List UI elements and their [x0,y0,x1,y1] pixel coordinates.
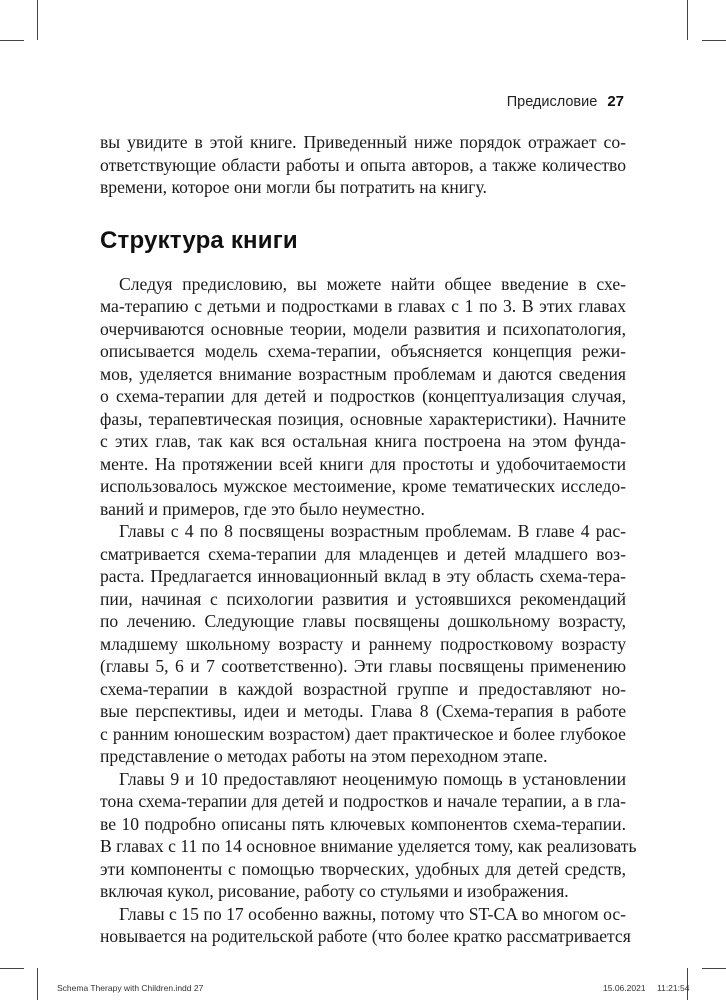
text-line: представление о методах работы на этом переходном этапе. [100,746,548,766]
text-line: тона схема-терапии для детей и подростков и начале терапии, а в гла- [100,791,626,811]
text-line: менте. На протяжении всей книги для простоты и удобочитаемости [100,453,626,474]
section-title: Предисловие [506,94,598,110]
text-line: эти компоненты с помощью творческих, удобных для детей средств, [100,858,626,879]
paragraph [100,768,637,903]
text-line: мов, уделяется внимание возрастным проблемам и даются сведения [100,363,626,384]
text-line: Главы с 4 по 8 посвящены возрастным проблемам. В главе 4 рас- [119,521,626,541]
text-line: времени, которое они могли бы потратить на книгу. [100,177,487,197]
crop-mark [702,40,726,41]
text-line: использовалось мужское местоимение, кроме тематических исследо- [100,476,626,496]
text-line: о схема-терапии для детей и подростков (концептуализация случая, [100,386,626,406]
text-line: ответствующие области работы и опыта авторов, а также количество [100,154,626,175]
text-line: вые перспективы, идеи и методы. Глава 8 (Схема-терапия в работе [100,701,626,721]
crop-mark [687,0,688,40]
text-line: по лечению. Следующие главы посвящены дошкольному возрасту, [100,611,626,631]
slug-time: 11:21:54 [657,983,690,993]
paragraph [100,903,631,948]
text-line: ве 10 подробно описаны пять ключевых компонентов схема-терапии. [100,813,626,834]
text-line: (главы 5, 6 и 7 соответственно). Эти главы посвящены применению [100,656,626,676]
section-heading: Структура книги [100,226,298,254]
text-line: включая кукол, рисование, работу со стульями и изображения. [100,881,569,901]
crop-mark [37,0,38,40]
running-header [507,93,624,110]
text-line: сматривается схема-терапии для младенцев и детей младшего воз- [100,543,626,564]
text-line: очерчиваются основные теории, модели развития и психопатология, [100,318,626,339]
paragraph [100,520,626,768]
paragraph [100,273,626,521]
text-line: с этих глав, так как вся остальная книга построена на этом фунда- [100,431,626,451]
crop-mark [0,40,24,41]
page-body [100,131,637,948]
text-line: фазы, терапевтическая позиция, основные характеристики). Начните [100,408,626,429]
text-line: вы увидите в этой книге. Приведенный ниже порядок отражает со- [100,132,626,152]
crop-mark [37,968,38,1000]
slug-date: 15.06.2021 [603,983,646,993]
text-line: схема-терапии в каждой возрастной группе и предоставляют но- [100,678,626,699]
text-line: ваний и примеров, где это было неуместно. [100,498,425,519]
text-line: Главы 9 и 10 предоставляют неоценимую помощь в установлении [119,768,626,789]
text-line: ма-терапию с детьми и подростками в главах с 1 по 3. В этих главах [100,296,626,316]
text-line: новывается на родительской работе (что более кратко рассматривается [100,926,631,946]
slug-filename: Schema Therapy with Children.indd 27 [57,983,204,993]
text-line: В главах с 11 по 14 основное внимание уделяется тому, как реализовать [100,836,637,856]
text-line: описывается модель схема-терапии, объясняется концепция режи- [100,341,626,361]
page-number: 27 [607,93,624,110]
text-line: Главы с 15 по 17 особенно важны, потому что ST-CA во многом ос- [119,903,626,924]
intro-paragraph [100,131,626,199]
crop-mark [702,968,726,969]
crop-mark [0,968,24,969]
text-line: пии, начиная с психологии развития и устоявшихся рекомендаций [100,588,626,609]
text-line: раста. Предлагается инновационный вклад в эту область схема-тера- [100,566,626,586]
text-line: с ранним юношеским возрастом) дает практическое и более глубокое [100,723,626,744]
text-line: младшему школьному возрасту и раннему подростковому возрасту [100,633,626,654]
text-line: Следуя предисловию, вы можете найти общее введение в схе- [119,273,626,294]
